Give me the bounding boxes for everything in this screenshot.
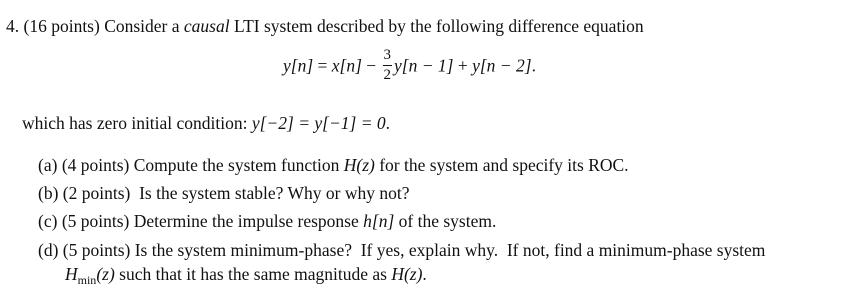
magnitude-math: H(z)	[391, 264, 423, 284]
part-label: (a)	[38, 155, 58, 175]
part-label: (d)	[38, 240, 59, 260]
part-label: (b)	[38, 183, 59, 203]
impulse-response-math: h[n]	[363, 211, 395, 231]
system-function-math: H(z)	[343, 155, 375, 175]
part-c: (c) (5 points) Determine the impulse response h[n] of the system.	[38, 211, 497, 231]
fraction-three-halves: $\frac{3}{2}$	[383, 47, 392, 83]
difference-equation: y[n] = x[n] − $\frac{3}{2}$ y[n − 1] + y[n − 2].	[283, 47, 536, 83]
problem-intro: (16 points) Consider a causal LTI system described by the following difference equation	[23, 16, 644, 36]
emphasis-causal: causal	[183, 16, 230, 36]
part-a: (a) (4 points) Compute the system function H(z) for the system and specify its ROC.	[38, 155, 629, 175]
problem-header	[6, 18, 644, 36]
part-d: (d) (5 points) Is the system minimum-phase? If yes, explain why. If not, find a minimum-phase system	[38, 240, 766, 260]
part-d-continuation: $H_{min}(z)$ such that it has the same magnitude as H(z).	[65, 264, 427, 287]
hmin-math: $H_{min}(z)$	[65, 264, 115, 287]
part-label: (c)	[38, 211, 58, 231]
initial-condition: which has zero initial condition: y[−2] = y[−1] = 0.	[22, 113, 391, 133]
condition-math: y[−2] = y[−1] = 0	[251, 113, 386, 133]
problem-number: 4.	[6, 16, 20, 36]
part-b: (b) (2 points) Is the system stable? Why or why not?	[38, 183, 410, 203]
